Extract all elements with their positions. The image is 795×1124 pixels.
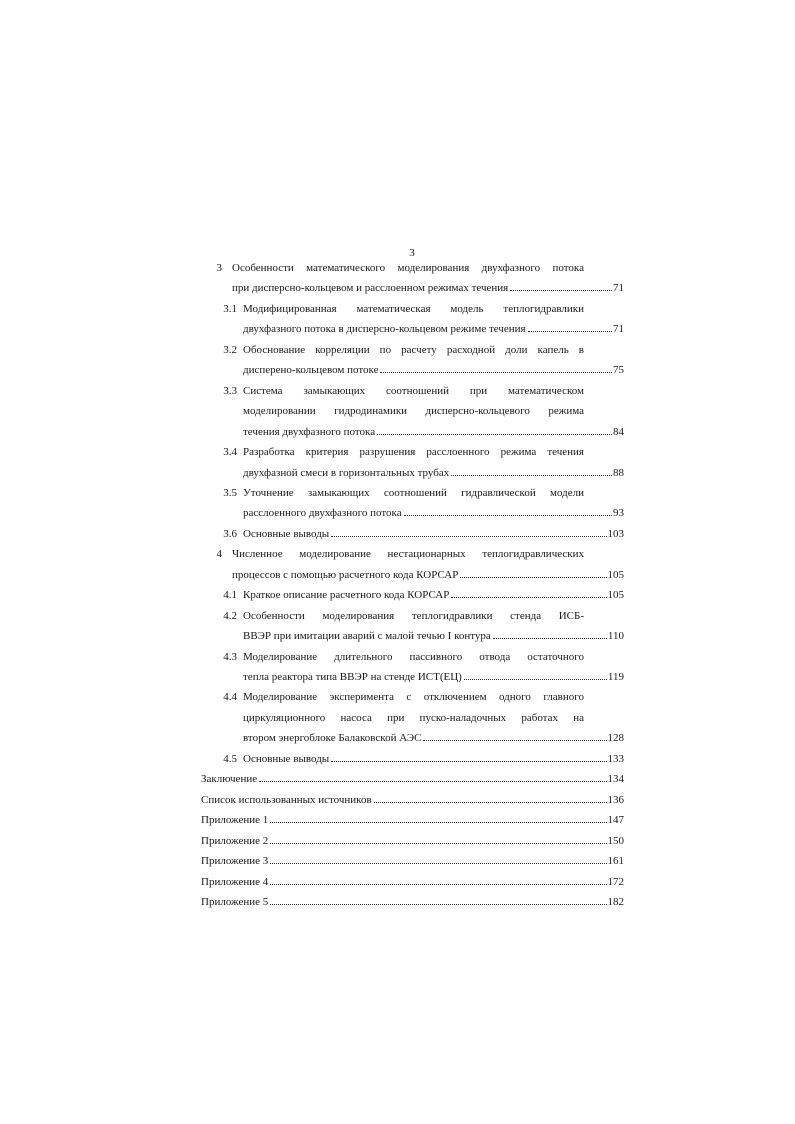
toc-entry-title: Приложение 4 [201, 875, 269, 888]
toc-entry-number: 3.2 [223, 343, 237, 356]
toc-entry-title: ВВЭР при имитации аварий с малой течью I контура [243, 630, 491, 643]
toc-entry-title: при дисперсно-кольцевом и расслоенном режимах течения [232, 282, 509, 295]
toc-entry [243, 752, 624, 766]
toc-entry-number: 3.5 [223, 486, 237, 499]
dot-leader [510, 290, 612, 291]
toc-entry-page: 136 [607, 793, 624, 806]
toc-entry [243, 527, 624, 541]
toc-entry-title: Система замыкающих соотношений при математическом [243, 384, 584, 397]
toc-entry [232, 281, 624, 295]
toc-entry [243, 363, 624, 377]
toc-entry-title: процессов с помощью расчетного кода КОРСАР [232, 568, 459, 581]
toc-entry-title: Основные выводы [243, 527, 330, 540]
toc-entry-page: 75 [613, 364, 624, 377]
toc-entry-title: Уточнение замыкающих соотношений гидравлической модели [243, 486, 584, 499]
toc-entry [243, 670, 624, 684]
toc-entry-page: 103 [607, 527, 624, 540]
toc-entry-title: Разработка критерия разрушения расслоенного режима течения [243, 446, 584, 459]
toc-entry-title: Заключение [201, 773, 258, 786]
dot-leader [270, 863, 606, 864]
dot-leader [528, 331, 612, 332]
toc-entry [201, 813, 624, 827]
toc-entry [243, 731, 624, 745]
toc-entry [243, 629, 624, 643]
toc-entry-title: двухфазной смеси в горизонтальных трубах [243, 466, 450, 479]
toc-entry-page: 161 [607, 855, 624, 868]
toc-entry [201, 834, 624, 848]
toc-entry-page: 147 [607, 814, 624, 827]
dot-leader [377, 434, 612, 435]
dot-leader [259, 781, 606, 782]
toc-entry [243, 466, 624, 480]
toc-entry-page: 128 [607, 732, 624, 745]
toc-entry-title: Приложение 3 [201, 855, 269, 868]
toc-entry-title: Моделирование длительного пассивного отвода остаточного [243, 650, 584, 663]
toc-entry-title: двухфазного потока в дисперсно-кольцевом режиме течения [243, 323, 526, 336]
toc-entry-number: 3.4 [223, 446, 237, 459]
toc-entry-number: 4 [216, 548, 222, 561]
toc-entry-page: 93 [613, 507, 624, 520]
toc-entry [201, 875, 624, 889]
toc-entry [201, 772, 624, 786]
toc-entry-page: 182 [607, 895, 624, 908]
toc-entry [232, 568, 624, 582]
toc-entry-title: Численное моделирование нестационарных теплогидравлических [232, 548, 584, 561]
toc-entry-title: течения двухфазного потока [243, 425, 376, 438]
dot-leader [374, 802, 607, 803]
toc-entry [243, 506, 624, 520]
dot-leader [331, 761, 606, 762]
toc-entry [201, 895, 624, 909]
toc-entry [243, 425, 624, 439]
toc-entry-title: Обоснование корреляции по расчету расходной доли капель в [243, 343, 584, 356]
toc-entry-title: расслоенного двухфазного потока [243, 507, 402, 520]
toc-entry-number: 4.1 [223, 589, 237, 602]
toc-entry-title: Краткое описание расчетного кода КОРСАР [243, 589, 450, 602]
toc-entry-page: 172 [607, 875, 624, 888]
dot-leader [270, 884, 606, 885]
toc-entry-page: 133 [607, 752, 624, 765]
toc-entry-number: 4.2 [223, 609, 237, 622]
dot-leader [451, 475, 612, 476]
toc-entry-number: 3.6 [223, 527, 237, 540]
toc-entry-title: Приложение 2 [201, 834, 269, 847]
dot-leader [331, 536, 606, 537]
toc-entry-page: 71 [613, 323, 624, 336]
toc-entry-title: втором энергоблоке Балаковской АЭС [243, 732, 422, 745]
toc-entry-title: Список использованных источников [201, 793, 372, 806]
page-number: 3 [409, 247, 415, 259]
dot-leader [404, 515, 612, 516]
toc-entry [243, 322, 624, 336]
dot-leader [270, 904, 606, 905]
toc-entry-title: Основные выводы [243, 752, 330, 765]
toc-entry [243, 588, 624, 602]
toc-entry-page: 71 [613, 282, 624, 295]
toc-entry-page: 88 [613, 466, 624, 479]
toc-entry-number: 3.1 [223, 302, 237, 315]
toc-entry-number: 4.5 [223, 752, 237, 765]
toc-entry-number: 4.4 [223, 691, 237, 704]
dot-leader [493, 638, 607, 639]
toc-entry-title: дисперено-кольцевом потоке [243, 364, 379, 377]
dot-leader [464, 679, 607, 680]
toc-entry-page: 84 [613, 425, 624, 438]
toc-entry-number: 3.3 [223, 384, 237, 397]
toc-entry-page: 134 [607, 773, 624, 786]
toc-entry [201, 854, 624, 868]
toc-entry-page: 119 [607, 671, 624, 683]
toc-entry [201, 793, 624, 807]
toc-entry-page: 110 [607, 630, 624, 643]
toc-entry-title: Приложение 5 [201, 895, 269, 908]
toc-entry-title: Приложение 1 [201, 814, 269, 827]
toc-entry-title: циркуляционного насоса при пуско-наладочных работах на [243, 711, 584, 724]
toc-entry-title: Моделирование эксперимента с отключением одного главного [243, 691, 584, 704]
toc-entry-page: 105 [607, 589, 624, 602]
toc-entry-page: 150 [607, 834, 624, 847]
toc-entry-number: 4.3 [223, 650, 237, 663]
toc-entry-title: Особенности математического моделирования двухфазного потока [232, 262, 584, 274]
toc-entry-title: тепла реактора типа ВВЭР на стенде ИСТ(ЕЦ) [243, 671, 462, 683]
toc-entry-title: Модифицированная математическая модель теплогидравлики [243, 302, 584, 315]
toc-entry-title: моделировании гидродинамики дисперсно-кольцевого режима [243, 405, 584, 418]
dot-leader [451, 597, 606, 598]
dot-leader [270, 822, 606, 823]
toc-entry-page: 105 [607, 568, 624, 581]
dot-leader [460, 577, 606, 578]
toc-entry-number: 3 [216, 262, 222, 274]
toc-entry-title: Особенности моделирования теплогидравлики стенда ИСБ- [243, 609, 584, 622]
dot-leader [270, 843, 606, 844]
dot-leader [423, 740, 606, 741]
dot-leader [380, 372, 612, 373]
